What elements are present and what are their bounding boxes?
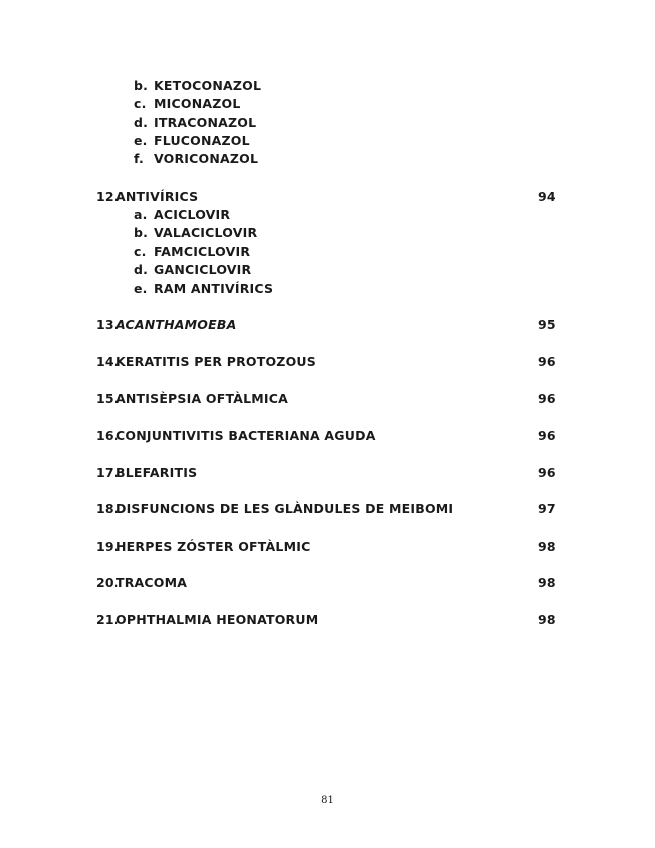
toc-section-page: 97 — [538, 501, 556, 516]
page-number: 81 — [321, 795, 334, 806]
toc-subitem — [0, 132, 655, 150]
toc-section-number: 21. — [96, 612, 119, 627]
toc-subitem-label: ITRACONAZOL — [154, 115, 257, 130]
toc-section-title: ACANTHAMOEBA — [116, 317, 237, 332]
toc-section-row — [0, 464, 655, 482]
toc-subitem-letter: f. — [134, 151, 144, 166]
toc-subitem-letter: d. — [134, 115, 149, 130]
toc-subitem — [0, 261, 655, 279]
toc-section-title: OPHTHALMIA HEONATORUM — [116, 612, 319, 627]
toc-section-page: 96 — [538, 354, 556, 369]
toc-subitem — [0, 280, 655, 298]
toc-section-row — [0, 538, 655, 556]
toc-section-row — [0, 427, 655, 445]
toc-section-page: 94 — [538, 189, 556, 204]
toc-section-page: 98 — [538, 612, 556, 627]
toc-section-row — [0, 611, 655, 629]
toc-section-number: 12. — [96, 189, 119, 204]
toc-subitem-letter: c. — [134, 244, 147, 259]
toc-section-number: 14. — [96, 354, 119, 369]
toc-subitem — [0, 243, 655, 261]
toc-section-title: KERATITIS PER PROTOZOUS — [116, 354, 316, 369]
toc-subitem — [0, 114, 655, 132]
toc-section-page: 96 — [538, 428, 556, 443]
toc-section-page: 98 — [538, 575, 556, 590]
toc-section-page: 95 — [538, 317, 556, 332]
toc-section-row — [0, 188, 655, 206]
toc-section-number: 20. — [96, 575, 119, 590]
toc-section-title: CONJUNTIVITIS BACTERIANA AGUDA — [116, 428, 376, 443]
toc-section-page: 98 — [538, 539, 556, 554]
toc-subitem-label: FAMCICLOVIR — [154, 244, 251, 259]
toc-section-title: HERPES ZÓSTER OFTÀLMIC — [116, 539, 311, 554]
toc-subitem — [0, 77, 655, 95]
toc-section-number: 17. — [96, 465, 119, 480]
toc-section-number: 13. — [96, 317, 119, 332]
toc-subitem — [0, 206, 655, 224]
toc-section-title: DISFUNCIONS DE LES GLÀNDULES DE MEIBOMI — [116, 501, 454, 516]
toc-subitem-letter: d. — [134, 262, 149, 277]
toc-subitem-label: KETOCONAZOL — [154, 78, 262, 93]
toc-subitem-label: GANCICLOVIR — [154, 262, 252, 277]
toc-section-row — [0, 353, 655, 371]
toc-subitem-letter: a. — [134, 207, 148, 222]
toc-section-row — [0, 500, 655, 518]
toc-section-row — [0, 316, 655, 334]
toc-section-row — [0, 390, 655, 408]
toc-subitem-label: VORICONAZOL — [154, 151, 259, 166]
toc-subitem-label: MICONAZOL — [154, 96, 241, 111]
toc-section-title: ANTISÈPSIA OFTÀLMICA — [116, 391, 288, 406]
toc-subitem-letter: b. — [134, 78, 149, 93]
toc-section-title: BLEFARITIS — [116, 465, 198, 480]
toc-subitem-label: ACICLOVIR — [154, 207, 231, 222]
toc-section-title: ANTIVÍRICS — [116, 189, 199, 204]
toc-subitem-label: RAM ANTIVÍRICS — [154, 281, 274, 296]
toc-subitem — [0, 150, 655, 168]
toc-subitem-label: FLUCONAZOL — [154, 133, 250, 148]
toc-section-number: 18. — [96, 501, 119, 516]
toc-subitem-letter: e. — [134, 281, 148, 296]
toc-section-number: 15. — [96, 391, 119, 406]
toc-subitem-letter: c. — [134, 96, 147, 111]
toc-subitem — [0, 95, 655, 113]
toc-subitem-label: VALACICLOVIR — [154, 225, 258, 240]
toc-subitem — [0, 224, 655, 242]
toc-subitem-letter: e. — [134, 133, 148, 148]
toc-subitem-letter: b. — [134, 225, 149, 240]
toc-section-title: TRACOMA — [116, 575, 188, 590]
toc-section-page: 96 — [538, 465, 556, 480]
toc-section-number: 16. — [96, 428, 119, 443]
toc-section-row — [0, 574, 655, 592]
toc-section-page: 96 — [538, 391, 556, 406]
toc-section-number: 19. — [96, 539, 119, 554]
